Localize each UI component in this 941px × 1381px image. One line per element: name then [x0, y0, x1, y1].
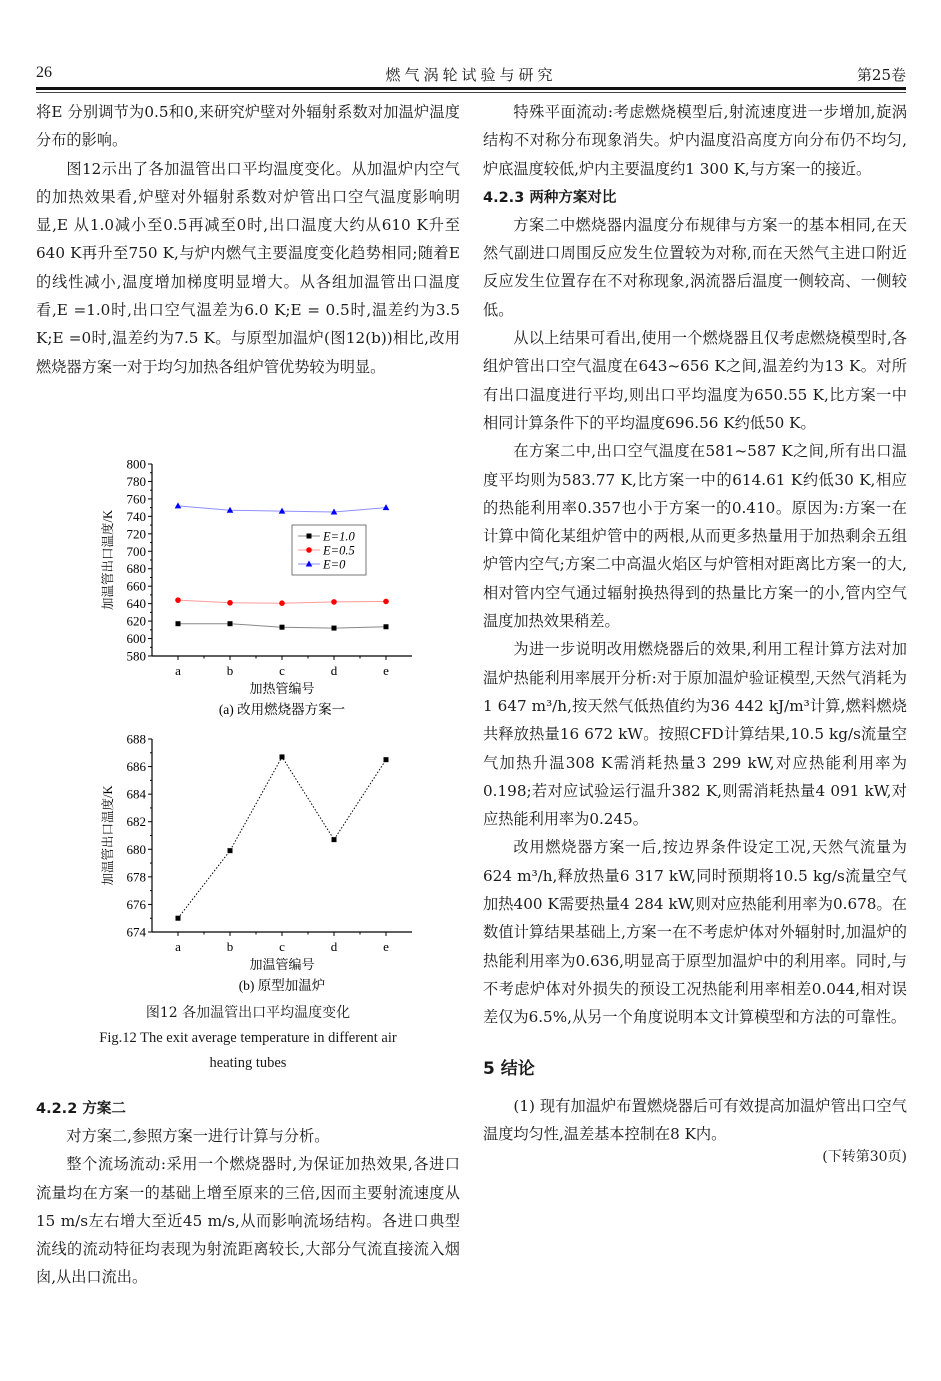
paragraph: 特殊平面流动:考虑燃烧模型后,射流速度进一步增加,旋涡结构不对称分布现象消失。炉内温度沿高度方向分布仍不均匀,炉底温度较低,炉内主要温度约1 300 K,与方案一的接近。	[483, 103, 907, 178]
section-heading-4-2-3: 4.2.3 两种方案对比	[483, 189, 617, 206]
x-tick-label: c	[279, 663, 285, 678]
y-tick-label: 780	[126, 473, 146, 489]
figure-b	[36, 725, 460, 999]
paragraph: (1) 现有加温炉布置燃烧器后可有效提高加温炉管出口空气温度均匀性,温差基本控制在8 K内。	[483, 1096, 907, 1143]
y-tick-label: 660	[126, 578, 146, 594]
legend-marker	[307, 534, 312, 539]
data-point	[332, 837, 337, 842]
figure-a	[36, 455, 460, 729]
y-tick-label: 640	[126, 596, 146, 612]
paragraph: 方案二中燃烧器内温度分布规律与方案一的基本相同,在天然气副进口周围反应发生位置较为对称,而在天然气主进口附近反应发生位置存在不对称现象,涡流器后温度一侧较高、一侧较低。	[483, 215, 907, 319]
data-point	[384, 757, 389, 762]
chart-title: (a) 改用燃烧器方案一	[218, 702, 346, 717]
data-point	[227, 600, 233, 606]
data-point	[176, 621, 181, 626]
y-tick-label: 620	[126, 613, 146, 629]
paragraph: 将E 分别调节为0.5和0,来研究炉壁对外辐射系数对加温炉温度分布的影响。	[36, 103, 460, 150]
paragraph: 从以上结果可看出,使用一个燃烧器且仅考虑燃烧模型时,各组炉管出口空气温度在643~656 K之间,温差约为13 K。对所有出口温度进行平均,则出口平均温度为650.55 K,比方案一中相同计算条件下的平均温度696.56 K约低50 K。	[483, 329, 907, 432]
data-point	[332, 626, 337, 631]
y-axis-label: 加温管出口温度/K	[101, 785, 115, 886]
chart-title: (b) 原型加温炉	[238, 978, 326, 993]
left-column-lower	[36, 1094, 460, 1292]
figure-caption-en-line1: Fig.12 The exit average temperature in different air	[99, 1030, 397, 1046]
paragraph: 整个流场流动:采用一个燃烧器时,为保证加热效果,各进口流量均在方案一的基础上增至原来的三倍,因而主要射流速度从15 m/s左右增大至近45 m/s,从而影响流场结构。各进口典型流线的流动特征均表现为射流距离较长,大部分气流直接流入烟囱,从出口流出。	[36, 1155, 460, 1287]
x-tick-label: d	[330, 663, 338, 678]
section-heading-4-2-2: 4.2.2 方案二	[36, 1101, 126, 1117]
legend-label: E=0.5	[323, 543, 355, 558]
y-tick-label: 680	[126, 841, 146, 857]
data-point	[384, 624, 389, 629]
y-tick-label: 600	[126, 631, 146, 647]
x-tick-label: b	[226, 663, 234, 678]
y-tick-label: 700	[126, 543, 146, 559]
x-tick-label: b	[226, 939, 234, 954]
section-heading-5: 5 结论	[483, 1058, 535, 1079]
y-tick-label: 674	[126, 924, 146, 940]
x-tick-label: c	[279, 939, 285, 954]
paragraph: 在方案二中,出口空气温度在581~587 K之间,所有出口温度平均则为583.77 K,比方案一中的614.61 K约低30 K,相应的热能利用率0.357也小于方案一的0.410。原因为:方案一在计算中简化某组炉管中的两根,从而更多热量用于加热剩余五组炉管内空气;方案二中高温火焰区与炉管相对距离比方案一的大,相对管内空气通过辐射换热得到的热量比方案一的小,管内空气温度加热效果稍差。	[483, 442, 907, 631]
y-tick-label: 684	[126, 786, 146, 802]
right-column	[483, 98, 907, 1166]
x-tick-label: e	[383, 939, 389, 954]
data-point	[175, 597, 181, 603]
header-rule-thick	[36, 87, 906, 90]
header-rule-thin	[36, 92, 906, 93]
data-point	[280, 625, 285, 630]
y-tick-label: 678	[126, 869, 146, 885]
x-axis-label: 加热管编号	[249, 681, 315, 696]
x-tick-label: a	[175, 663, 181, 678]
x-tick-label: d	[330, 939, 338, 954]
left-column	[36, 98, 460, 381]
y-tick-label: 580	[126, 648, 146, 664]
y-tick-label: 676	[126, 896, 146, 912]
y-tick-label: 800	[126, 456, 146, 472]
series-line	[178, 757, 386, 918]
y-axis-label: 加温管出口温度/K	[101, 509, 115, 611]
data-point	[228, 621, 233, 626]
data-point	[280, 754, 285, 759]
x-tick-label: a	[175, 939, 181, 954]
legend-label: E=0	[323, 557, 346, 572]
data-point	[383, 504, 390, 510]
chart-a	[36, 455, 460, 725]
data-point	[176, 916, 181, 921]
figure-caption-cn: 图12 各加温管出口平均温度变化	[145, 1005, 351, 1021]
y-tick-label: 760	[126, 491, 146, 507]
data-point	[279, 600, 285, 606]
page-header	[36, 62, 906, 86]
data-point	[383, 599, 389, 605]
data-point	[331, 599, 337, 605]
y-tick-label: 686	[126, 759, 146, 775]
volume-label: 第25卷	[856, 66, 906, 84]
data-point	[228, 848, 233, 853]
legend-label: E=1.0	[323, 529, 355, 544]
figure-caption-en-line2: heating tubes	[209, 1055, 287, 1071]
y-tick-label: 720	[126, 526, 146, 542]
figure-caption	[36, 1000, 460, 1076]
paragraph: 图12示出了各加温管出口平均温度变化。从加温炉内空气的加热效果看,炉壁对外辐射系数对炉管出口空气温度影响明显,E 从1.0减小至0.5再减至0时,出口温度大约从610 K升至640 K再升至750 K,与炉内燃气主要温度变化趋势相同;随着E 的线性减小,温度增加梯度明显增大。从各组加温管出口温度看,E =1.0时,出口空气温差为6.0 K;E = 0.5时,温差约为3.5 K;E =0时,温差约为7.5 K。与原型加温炉(图12(b))相比,改用燃烧器方案一对于均匀加热各组炉管优势较为明显。	[36, 159, 460, 376]
paragraph: 对方案二,参照方案一进行计算与分析。	[66, 1127, 330, 1145]
y-tick-label: 680	[126, 561, 146, 577]
paragraph: 改用燃烧器方案一后,按边界条件设定工况,天然气流量为624 m³/h,释放热量6 317 kW,同时预期将10.5 kg/s流量空气加热400 K需要热量4 284 kW,则对应热能利用率为0.678。在数值计算结果基础上,方案一在不考虑炉体对外辐射时,加温炉的热能利用率为0.636,明显高于原型加温炉中的利用率。同时,与不考虑炉体对外损失的预设工况热能利用率相差0.044,相对误差仅为6.5%,从另一个角度说明本文计算模型和方法的可靠性。	[483, 838, 907, 1027]
chart-b	[36, 725, 460, 995]
page-number: 26	[36, 64, 52, 81]
continued-note: (下转第30页)	[822, 1149, 907, 1166]
y-tick-label: 740	[126, 508, 146, 524]
legend-marker	[306, 547, 312, 553]
data-point	[175, 502, 182, 508]
y-tick-label: 682	[126, 814, 146, 830]
journal-title: 燃气涡轮试验与研究	[385, 66, 557, 84]
paragraph: 为进一步说明改用燃烧器后的效果,利用工程计算方法对加温炉热能利用率展开分析:对于原加温炉验证模型,天然气消耗为1 647 m³/h,按天然气低热值约为36 442 kJ/m³计算,燃料燃烧共释放热量16 672 kW。按照CFD计算结果,10.5 kg/s流量空气加热升温308 K需消耗热量3 299 kW,对应热能利用率为0.198;若对应试验运行温升382 K,则需消耗热量4 091 kW,对应热能利用率为0.245。	[483, 640, 907, 829]
y-tick-label: 688	[126, 731, 146, 747]
x-axis-label: 加温管编号	[249, 957, 315, 972]
x-tick-label: e	[383, 663, 389, 678]
